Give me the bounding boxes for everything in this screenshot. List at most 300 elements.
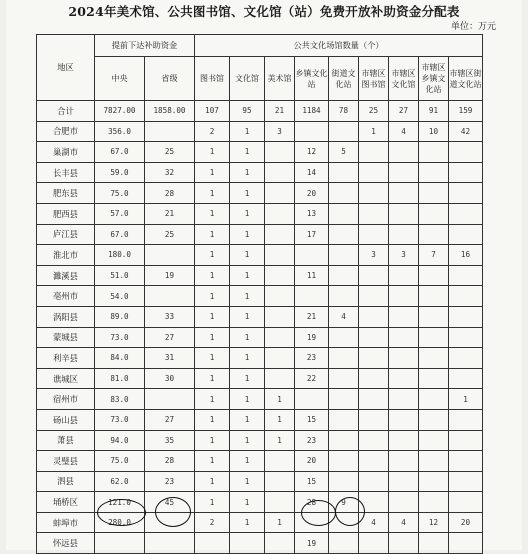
region-cell: 涡阳县 bbox=[37, 306, 95, 327]
table-row bbox=[37, 245, 483, 266]
count-cell: 1 bbox=[195, 142, 230, 163]
count-cell: 3 bbox=[389, 245, 419, 266]
table-row bbox=[37, 142, 483, 163]
count-cell: 1 bbox=[265, 409, 295, 430]
region-cell: 合肥市 bbox=[37, 121, 95, 142]
central-cell: 73.0 bbox=[95, 409, 145, 430]
count-cell bbox=[389, 368, 419, 389]
count-cell bbox=[265, 492, 295, 513]
count-cell bbox=[389, 451, 419, 472]
count-cell bbox=[265, 368, 295, 389]
count-cell: 14 bbox=[295, 162, 329, 183]
central-cell: 121.0 bbox=[95, 492, 145, 513]
count-cell bbox=[389, 409, 419, 430]
region-cell: 泗县 bbox=[37, 471, 95, 492]
count-cell: 19 bbox=[295, 327, 329, 348]
table-row bbox=[37, 533, 483, 554]
count-cell bbox=[419, 430, 449, 451]
central-cell: 83.0 bbox=[95, 389, 145, 410]
count-cell bbox=[359, 389, 389, 410]
provincial-cell: 45 bbox=[145, 492, 195, 513]
count-cell: 4 bbox=[359, 512, 389, 533]
region-cell: 蚌埠市 bbox=[37, 512, 95, 533]
count-cell: 1 bbox=[230, 245, 265, 266]
count-cell bbox=[449, 368, 483, 389]
count-cell bbox=[359, 533, 389, 554]
count-cell bbox=[419, 409, 449, 430]
count-cell bbox=[329, 245, 359, 266]
table-title: 2024年美术馆、公共图书馆、文化馆（站）免费开放补助资金分配表 bbox=[68, 4, 460, 19]
count-cell bbox=[419, 451, 449, 472]
count-cell bbox=[265, 286, 295, 307]
count-cell bbox=[389, 471, 419, 492]
table-row bbox=[37, 471, 483, 492]
count-cell: 1 bbox=[195, 409, 230, 430]
count-cell bbox=[329, 368, 359, 389]
count-cell bbox=[449, 430, 483, 451]
count-cell bbox=[359, 224, 389, 245]
central-cell: 57.0 bbox=[95, 203, 145, 224]
count-cell bbox=[389, 224, 419, 245]
count-cell: 20 bbox=[295, 183, 329, 204]
count-cell: 1 bbox=[230, 121, 265, 142]
count-cell: 1 bbox=[230, 430, 265, 451]
count-cell bbox=[329, 389, 359, 410]
count-cell bbox=[329, 327, 359, 348]
count-cell bbox=[419, 471, 449, 492]
table-row bbox=[37, 348, 483, 369]
count-cell: 1 bbox=[359, 121, 389, 142]
header-funding-group: 提前下达补助资金 bbox=[95, 35, 195, 57]
central-cell: 180.0 bbox=[95, 245, 145, 266]
count-cell bbox=[359, 451, 389, 472]
region-cell: 肥西县 bbox=[37, 203, 95, 224]
central-cell: 356.0 bbox=[95, 121, 145, 142]
count-cell: 1 bbox=[230, 224, 265, 245]
count-cell: 1 bbox=[230, 265, 265, 286]
header-central: 中央 bbox=[95, 57, 145, 101]
central-cell: 67.0 bbox=[95, 224, 145, 245]
provincial-cell: 28 bbox=[145, 183, 195, 204]
count-cell: 21 bbox=[265, 101, 295, 122]
central-cell: 75.0 bbox=[95, 183, 145, 204]
count-cell bbox=[389, 348, 419, 369]
central-cell: 7827.00 bbox=[95, 101, 145, 122]
table-row bbox=[37, 451, 483, 472]
count-cell: 1 bbox=[230, 142, 265, 163]
count-cell bbox=[359, 430, 389, 451]
table-row bbox=[37, 121, 483, 142]
central-cell: 62.0 bbox=[95, 471, 145, 492]
count-cell bbox=[419, 203, 449, 224]
count-cell: 1 bbox=[230, 286, 265, 307]
count-cell: 2 bbox=[195, 121, 230, 142]
count-cell bbox=[359, 142, 389, 163]
header-row-1 bbox=[37, 35, 483, 57]
count-cell: 4 bbox=[329, 306, 359, 327]
header-library: 图书馆 bbox=[195, 57, 230, 101]
central-cell: 75.0 bbox=[95, 451, 145, 472]
provincial-cell: 35 bbox=[145, 430, 195, 451]
count-cell: 15 bbox=[295, 471, 329, 492]
count-cell: 2 bbox=[195, 512, 230, 533]
annotation-circle-central bbox=[97, 499, 146, 526]
count-cell: 1 bbox=[230, 451, 265, 472]
count-cell: 91 bbox=[419, 101, 449, 122]
count-cell bbox=[230, 533, 265, 554]
count-cell: 12 bbox=[419, 512, 449, 533]
count-cell: 1 bbox=[195, 306, 230, 327]
count-cell bbox=[265, 471, 295, 492]
header-township-station: 乡镇文化站 bbox=[295, 57, 329, 101]
count-cell bbox=[329, 265, 359, 286]
provincial-cell: 21 bbox=[145, 203, 195, 224]
provincial-cell: 31 bbox=[145, 348, 195, 369]
provincial-cell: 19 bbox=[145, 265, 195, 286]
count-cell: 20 bbox=[449, 512, 483, 533]
count-cell: 1 bbox=[230, 306, 265, 327]
count-cell: 20 bbox=[295, 451, 329, 472]
count-cell: 4 bbox=[389, 512, 419, 533]
count-cell: 1 bbox=[195, 327, 230, 348]
count-cell: 78 bbox=[329, 101, 359, 122]
provincial-cell bbox=[145, 389, 195, 410]
central-cell: 84.0 bbox=[95, 348, 145, 369]
count-cell bbox=[449, 306, 483, 327]
count-cell bbox=[419, 348, 449, 369]
count-cell bbox=[329, 451, 359, 472]
region-cell: 灵璧县 bbox=[37, 451, 95, 472]
provincial-cell: 25 bbox=[145, 142, 195, 163]
count-cell bbox=[265, 533, 295, 554]
count-cell: 22 bbox=[295, 368, 329, 389]
header-district-township-station: 市辖区乡镇文化站 bbox=[419, 57, 449, 101]
count-cell bbox=[359, 286, 389, 307]
count-cell bbox=[389, 389, 419, 410]
count-cell bbox=[359, 327, 389, 348]
count-cell bbox=[419, 533, 449, 554]
count-cell: 1 bbox=[230, 183, 265, 204]
count-cell: 159 bbox=[449, 101, 483, 122]
central-cell: 81.0 bbox=[95, 368, 145, 389]
count-cell: 21 bbox=[295, 306, 329, 327]
count-cell bbox=[389, 265, 419, 286]
region-cell: 蒙城县 bbox=[37, 327, 95, 348]
count-cell bbox=[449, 533, 483, 554]
count-cell bbox=[449, 203, 483, 224]
count-cell bbox=[449, 327, 483, 348]
table-row bbox=[37, 389, 483, 410]
count-cell: 1 bbox=[195, 203, 230, 224]
table-row bbox=[37, 183, 483, 204]
count-cell: 1 bbox=[195, 224, 230, 245]
count-cell: 107 bbox=[195, 101, 230, 122]
count-cell bbox=[419, 142, 449, 163]
table-row bbox=[37, 224, 483, 245]
document-page bbox=[6, 0, 522, 550]
count-cell: 3 bbox=[265, 121, 295, 142]
count-cell bbox=[265, 224, 295, 245]
count-cell: 1 bbox=[195, 245, 230, 266]
count-cell: 1 bbox=[449, 389, 483, 410]
count-cell bbox=[359, 471, 389, 492]
region-cell: 淮北市 bbox=[37, 245, 95, 266]
count-cell: 1 bbox=[195, 389, 230, 410]
count-cell: 1184 bbox=[295, 101, 329, 122]
count-cell bbox=[419, 306, 449, 327]
header-region: 地区 bbox=[37, 35, 95, 101]
count-cell bbox=[329, 348, 359, 369]
count-cell bbox=[359, 265, 389, 286]
count-cell bbox=[329, 471, 359, 492]
annotation-circle-township bbox=[301, 500, 336, 526]
count-cell bbox=[265, 203, 295, 224]
region-cell: 肥东县 bbox=[37, 183, 95, 204]
table-row bbox=[37, 265, 483, 286]
count-cell bbox=[329, 162, 359, 183]
header-district-library: 市辖区图书馆 bbox=[359, 57, 389, 101]
allocation-table bbox=[36, 34, 483, 554]
count-cell: 1 bbox=[195, 348, 230, 369]
count-cell: 1 bbox=[195, 368, 230, 389]
central-cell: 94.0 bbox=[95, 430, 145, 451]
count-cell bbox=[359, 306, 389, 327]
count-cell bbox=[329, 224, 359, 245]
count-cell bbox=[329, 409, 359, 430]
count-cell: 7 bbox=[419, 245, 449, 266]
annotation-circle-provincial bbox=[155, 497, 191, 527]
count-cell bbox=[295, 389, 329, 410]
central-cell: 280.0 bbox=[95, 512, 145, 533]
table-row bbox=[37, 327, 483, 348]
count-cell bbox=[359, 183, 389, 204]
count-cell: 23 bbox=[295, 430, 329, 451]
count-cell bbox=[449, 492, 483, 513]
provincial-cell: 32 bbox=[145, 162, 195, 183]
region-cell: 宿州市 bbox=[37, 389, 95, 410]
count-cell: 1 bbox=[195, 492, 230, 513]
count-cell bbox=[449, 224, 483, 245]
count-cell: 1 bbox=[230, 162, 265, 183]
count-cell: 4 bbox=[389, 121, 419, 142]
count-cell bbox=[449, 142, 483, 163]
count-cell: 1 bbox=[230, 203, 265, 224]
header-district-street-station: 市辖区街道文化站 bbox=[449, 57, 483, 101]
count-cell: 27 bbox=[389, 101, 419, 122]
count-cell: 19 bbox=[295, 533, 329, 554]
table-row bbox=[37, 101, 483, 122]
count-cell: 9 bbox=[329, 492, 359, 513]
count-cell bbox=[419, 183, 449, 204]
central-cell: 51.0 bbox=[95, 265, 145, 286]
count-cell bbox=[419, 327, 449, 348]
count-cell: 95 bbox=[230, 101, 265, 122]
provincial-cell: 33 bbox=[145, 306, 195, 327]
provincial-cell: 25 bbox=[145, 224, 195, 245]
count-cell bbox=[419, 389, 449, 410]
count-cell bbox=[419, 492, 449, 513]
count-cell: 1 bbox=[195, 265, 230, 286]
count-cell bbox=[265, 162, 295, 183]
region-cell: 谯城区 bbox=[37, 368, 95, 389]
count-cell bbox=[265, 265, 295, 286]
count-cell bbox=[449, 286, 483, 307]
region-cell: 濉溪县 bbox=[37, 265, 95, 286]
count-cell: 1 bbox=[195, 451, 230, 472]
count-cell bbox=[265, 142, 295, 163]
count-cell bbox=[389, 203, 419, 224]
count-cell bbox=[419, 265, 449, 286]
count-cell bbox=[359, 348, 389, 369]
count-cell bbox=[295, 286, 329, 307]
header-venue-group: 公共文化场馆数量（个） bbox=[195, 35, 483, 57]
header-street-station: 街道文化站 bbox=[329, 57, 359, 101]
count-cell bbox=[389, 183, 419, 204]
region-cell: 巢湖市 bbox=[37, 142, 95, 163]
count-cell bbox=[389, 142, 419, 163]
count-cell: 1 bbox=[230, 368, 265, 389]
count-cell bbox=[449, 265, 483, 286]
region-cell: 怀远县 bbox=[37, 533, 95, 554]
count-cell bbox=[449, 409, 483, 430]
count-cell bbox=[449, 451, 483, 472]
count-cell: 16 bbox=[449, 245, 483, 266]
count-cell bbox=[389, 533, 419, 554]
region-cell: 长丰县 bbox=[37, 162, 95, 183]
count-cell bbox=[389, 492, 419, 513]
count-cell bbox=[295, 245, 329, 266]
count-cell: 1 bbox=[230, 389, 265, 410]
count-cell bbox=[329, 430, 359, 451]
table-row bbox=[37, 306, 483, 327]
header-district-culture-hall: 市辖区文化馆 bbox=[389, 57, 419, 101]
provincial-cell: 1858.00 bbox=[145, 101, 195, 122]
region-cell: 合计 bbox=[37, 101, 95, 122]
count-cell bbox=[265, 451, 295, 472]
count-cell: 1 bbox=[265, 512, 295, 533]
central-cell: 89.0 bbox=[95, 306, 145, 327]
header-art-museum: 美术馆 bbox=[265, 57, 295, 101]
count-cell bbox=[265, 327, 295, 348]
header-row-2 bbox=[37, 57, 483, 101]
header-provincial: 省级 bbox=[145, 57, 195, 101]
region-cell: 利辛县 bbox=[37, 348, 95, 369]
count-cell: 12 bbox=[295, 142, 329, 163]
count-cell: 1 bbox=[230, 348, 265, 369]
count-cell bbox=[419, 224, 449, 245]
count-cell bbox=[359, 368, 389, 389]
count-cell bbox=[265, 306, 295, 327]
provincial-cell: 27 bbox=[145, 327, 195, 348]
table-row bbox=[37, 368, 483, 389]
count-cell bbox=[265, 245, 295, 266]
count-cell bbox=[329, 533, 359, 554]
count-cell: 1 bbox=[195, 471, 230, 492]
count-cell: 1 bbox=[195, 286, 230, 307]
provincial-cell: 23 bbox=[145, 471, 195, 492]
count-cell bbox=[389, 430, 419, 451]
central-cell bbox=[95, 533, 145, 554]
provincial-cell: 28 bbox=[145, 451, 195, 472]
count-cell bbox=[389, 306, 419, 327]
count-cell bbox=[419, 286, 449, 307]
count-cell bbox=[419, 162, 449, 183]
central-cell: 73.0 bbox=[95, 327, 145, 348]
provincial-cell bbox=[145, 533, 195, 554]
count-cell bbox=[449, 183, 483, 204]
region-cell: 亳州市 bbox=[37, 286, 95, 307]
count-cell bbox=[329, 203, 359, 224]
count-cell: 1 bbox=[195, 162, 230, 183]
central-cell: 59.0 bbox=[95, 162, 145, 183]
count-cell bbox=[359, 409, 389, 430]
table-row bbox=[37, 203, 483, 224]
count-cell: 1 bbox=[230, 512, 265, 533]
count-cell bbox=[329, 183, 359, 204]
count-cell bbox=[389, 327, 419, 348]
provincial-cell bbox=[145, 286, 195, 307]
count-cell bbox=[195, 533, 230, 554]
count-cell: 15 bbox=[295, 409, 329, 430]
table-row bbox=[37, 286, 483, 307]
count-cell: 1 bbox=[230, 327, 265, 348]
count-cell: 3 bbox=[359, 245, 389, 266]
count-cell bbox=[329, 286, 359, 307]
count-cell: 42 bbox=[449, 121, 483, 142]
count-cell bbox=[419, 368, 449, 389]
count-cell bbox=[265, 183, 295, 204]
count-cell: 1 bbox=[195, 183, 230, 204]
count-cell: 11 bbox=[295, 265, 329, 286]
count-cell: 17 bbox=[295, 224, 329, 245]
region-cell: 萧县 bbox=[37, 430, 95, 451]
provincial-cell bbox=[145, 121, 195, 142]
central-cell: 54.0 bbox=[95, 286, 145, 307]
region-cell: 埇桥区 bbox=[37, 492, 95, 513]
count-cell bbox=[449, 471, 483, 492]
count-cell bbox=[449, 348, 483, 369]
provincial-cell: 27 bbox=[145, 409, 195, 430]
count-cell: 25 bbox=[359, 101, 389, 122]
count-cell: 28 bbox=[295, 492, 329, 513]
count-cell: 1 bbox=[265, 389, 295, 410]
table-row bbox=[37, 162, 483, 183]
count-cell bbox=[265, 348, 295, 369]
count-cell: 1 bbox=[195, 430, 230, 451]
provincial-cell bbox=[145, 245, 195, 266]
table-row bbox=[37, 430, 483, 451]
count-cell bbox=[359, 162, 389, 183]
count-cell: 1 bbox=[230, 471, 265, 492]
count-cell: 13 bbox=[295, 203, 329, 224]
count-cell bbox=[449, 162, 483, 183]
region-cell: 砀山县 bbox=[37, 409, 95, 430]
region-cell: 庐江县 bbox=[37, 224, 95, 245]
count-cell bbox=[389, 286, 419, 307]
unit-label: 单位：万元 bbox=[450, 22, 496, 32]
count-cell bbox=[359, 203, 389, 224]
count-cell: 1 bbox=[265, 430, 295, 451]
table-row bbox=[37, 409, 483, 430]
header-culture-hall: 文化馆 bbox=[230, 57, 265, 101]
central-cell: 67.0 bbox=[95, 142, 145, 163]
count-cell: 5 bbox=[329, 142, 359, 163]
count-cell bbox=[295, 121, 329, 142]
count-cell: 10 bbox=[419, 121, 449, 142]
count-cell: 1 bbox=[230, 492, 265, 513]
count-cell: 1 bbox=[230, 409, 265, 430]
annotation-circle-street bbox=[335, 497, 365, 526]
